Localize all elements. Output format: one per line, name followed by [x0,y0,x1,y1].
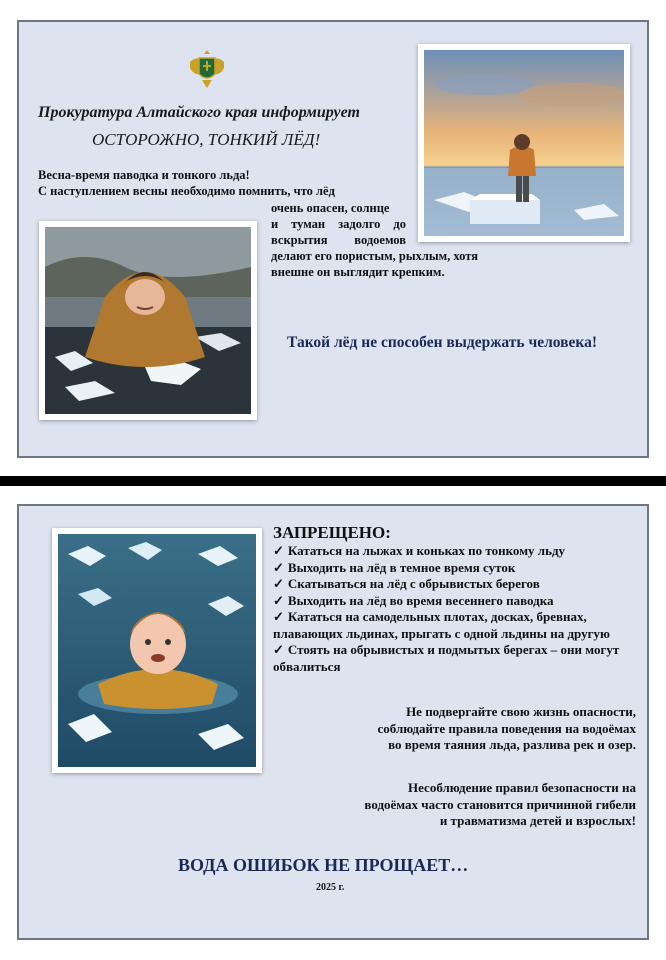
sunset-ice-photo [418,44,630,242]
baby-in-water-photo [52,528,262,773]
crying-child-photo [39,221,257,420]
checkmark-icon: ✓ [273,609,284,624]
advice-block-2 [364,780,636,830]
intro-line-2: С наступлением весны необходимо помнить, что лёд [38,184,335,198]
intro-wrap-line: и туман задолго до [271,217,406,231]
rule-text: Скатываться на лёд с обрывистых берегов [287,576,540,591]
checkmark-icon: ✓ [273,592,284,608]
advice-line: водоёмах часто становится причинной гибели [364,796,636,812]
advice-line: Несоблюдение правил безопасности на [408,780,636,795]
year-label: 2025 г. [316,882,345,893]
rule-item [273,543,645,560]
rule-item [273,560,645,577]
org-line: Прокуратура Алтайского края информирует [38,104,360,121]
advice-line: Не подвергайте свою жизнь опасности, [406,704,636,719]
advice-line: и травматизма детей и взрослых! [439,813,636,828]
forbidden-title: ЗАПРЕЩЕНО: [273,523,391,542]
highlight-text: Такой лёд не способен выдержать человека! [287,334,598,351]
rule-text: Кататься на лыжах и коньках по тонкому льду [287,543,566,558]
intro-wrap-line: внешне он выглядит крепким. [271,265,445,279]
checkmark-icon: ✓ [273,543,284,558]
rule-item [273,593,645,610]
advice-line: во время таяния льда, разлива рек и озер. [388,737,636,752]
intro-wrap-line: вскрытия водоемов [271,233,406,247]
rule-item [273,609,645,642]
page-divider [0,476,666,486]
advice-block-1 [378,704,636,754]
advice-line: соблюдайте правила поведения на водоёмах [377,720,636,736]
slogan: ВОДА ОШИБОК НЕ ПРОЩАЕТ… [178,855,469,875]
intro-wrap-line: очень опасен, солнце [271,201,390,215]
rules-list [273,543,645,675]
intro-wrap-line: делают его пористым, рыхлым, хотя [271,249,478,263]
rule-text: Выходить на лёд во время весеннего паводка [287,592,554,608]
rule-item [273,642,645,675]
rule-text: Выходить на лёд в темное время суток [287,559,516,575]
checkmark-icon: ✓ [273,559,284,575]
rule-text: Кататься на самодельных плотах, досках, бревнах, плавающих льдинах, прыгать с одной льдины на другую [273,609,610,641]
checkmark-icon: ✓ [273,642,284,657]
checkmark-icon: ✓ [273,576,284,591]
intro-line-1: Весна-время паводка и тонкого льда! [38,168,250,182]
prosecutor-emblem-icon [184,46,230,92]
warning-title: ОСТОРОЖНО, ТОНКИЙ ЛЁД! [92,130,321,149]
rule-text: Стоять на обрывистых и подмытых берегах – они могут обвалиться [273,642,620,674]
rule-item [273,576,645,593]
